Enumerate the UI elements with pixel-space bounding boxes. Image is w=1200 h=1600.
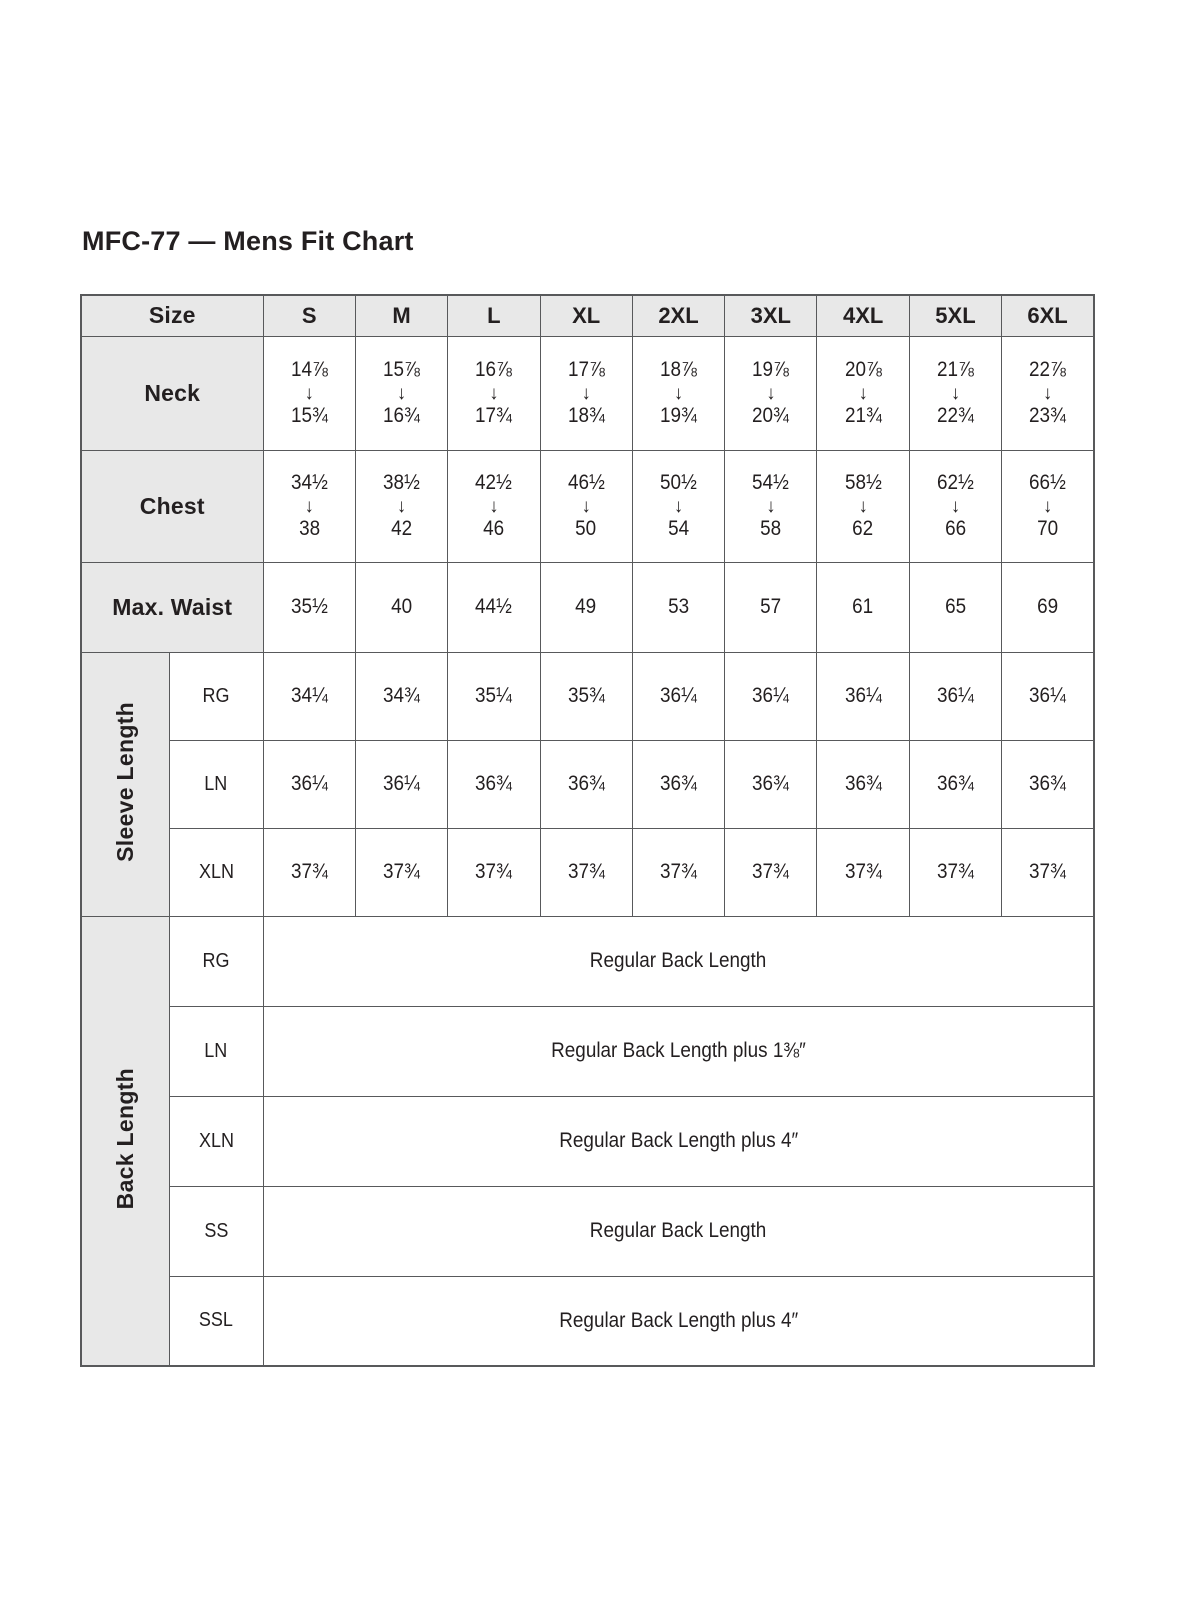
- max-waist-cell: [355, 562, 447, 652]
- sleeve-value: 36¼: [937, 684, 974, 707]
- sleeve-value: 37¾: [844, 860, 882, 883]
- sleeve-value: 35¾: [567, 684, 605, 707]
- sleeve-xln-cell: [1002, 828, 1094, 916]
- neck-range-cell: [1002, 336, 1094, 450]
- range-min: 50½: [660, 471, 697, 495]
- down-arrow-icon: ↓: [950, 382, 961, 404]
- sleeve-rg-cell: [448, 652, 540, 740]
- sleeve-ln-cell: [263, 740, 355, 828]
- max-waist-value: 53: [667, 595, 690, 618]
- down-arrow-icon: ↓: [396, 382, 407, 404]
- down-arrow-icon: ↓: [858, 495, 868, 517]
- back-length-description: Regular Back Length plus 1⅜″: [550, 1039, 806, 1062]
- sleeve-value: 37¾: [567, 860, 605, 883]
- size-col-header-3xl: 3XL: [725, 295, 817, 336]
- back-rg-label: RG: [169, 916, 263, 1006]
- back-length-description: Regular Back Length plus 4″: [558, 1129, 798, 1152]
- sleeve-length-section-label-cell: [81, 652, 169, 916]
- range-min: 21⅞: [937, 358, 974, 382]
- size-col-header-5xl: 5XL: [909, 295, 1001, 336]
- sleeve-value: 35¼: [475, 684, 513, 707]
- max-waist-value: 61: [852, 595, 874, 618]
- sleeve-ln-cell: [355, 740, 447, 828]
- neck-range-cell: [632, 336, 724, 450]
- max-waist-value: 35½: [290, 595, 328, 618]
- sleeve-value: 36¾: [660, 772, 697, 795]
- sleeve-xln-cell: [725, 828, 817, 916]
- back-xln-row: [81, 1096, 1094, 1186]
- down-arrow-icon: ↓: [304, 495, 314, 517]
- chest-row-label: Chest: [81, 450, 263, 562]
- range-max: 16¾: [383, 403, 420, 427]
- down-arrow-icon: ↓: [581, 495, 591, 517]
- sleeve-value: 36¼: [290, 772, 328, 795]
- sleeve-value: 37¾: [475, 860, 513, 883]
- sleeve-value: 36¼: [1029, 684, 1066, 707]
- sleeve-rg-cell: [725, 652, 817, 740]
- sleeve-xln-label: XLN: [169, 828, 263, 916]
- back-rg-row: [81, 916, 1094, 1006]
- chest-range-cell: [355, 450, 447, 562]
- back-ln-row: [81, 1006, 1094, 1096]
- back-length-description: Regular Back Length plus 4″: [558, 1308, 798, 1332]
- chest-range-cell: [1002, 450, 1094, 562]
- range-min: 20⅞: [844, 358, 882, 382]
- range-max: 23¾: [1029, 403, 1066, 427]
- down-arrow-icon: ↓: [304, 382, 314, 404]
- range-min: 66½: [1029, 471, 1066, 495]
- range-min: 17⅞: [567, 358, 605, 382]
- sleeve-value: 34¼: [290, 684, 328, 707]
- sleeve-value: 37¾: [937, 860, 974, 883]
- sleeve-rg-cell: [632, 652, 724, 740]
- neck-range-cell: [817, 336, 909, 450]
- sleeve-value: 37¾: [1029, 860, 1066, 883]
- range-min: 14⅞: [290, 358, 328, 382]
- max-waist-cell: [263, 562, 355, 652]
- range-min: 19⅞: [752, 358, 790, 382]
- range-max: 20¾: [752, 403, 790, 427]
- range-max: 38: [298, 516, 320, 540]
- max-waist-value: 65: [944, 595, 966, 618]
- chest-range-cell: [448, 450, 540, 562]
- size-col-header-s: S: [263, 295, 355, 336]
- sleeve-length-section-label: Sleeve Length: [111, 701, 138, 862]
- range-min: 16⅞: [475, 358, 513, 382]
- sleeve-rg-row: [81, 652, 1094, 740]
- size-col-header-4xl: 4XL: [817, 295, 909, 336]
- sleeve-xln-cell: [817, 828, 909, 916]
- down-arrow-icon: ↓: [673, 495, 684, 517]
- range-max: 22¾: [937, 403, 974, 427]
- size-col-header-m: M: [355, 295, 447, 336]
- max-waist-value: 57: [760, 595, 782, 618]
- neck-row: [81, 336, 1094, 450]
- neck-range-cell: [540, 336, 632, 450]
- range-min: 15⅞: [383, 358, 420, 382]
- range-min: 22⅞: [1029, 358, 1066, 382]
- down-arrow-icon: ↓: [766, 495, 776, 517]
- sleeve-rg-cell: [817, 652, 909, 740]
- sleeve-ln-cell: [1002, 740, 1094, 828]
- sleeve-xln-cell: [448, 828, 540, 916]
- range-max: 70: [1037, 516, 1059, 540]
- neck-range-cell: [448, 336, 540, 450]
- max-waist-cell: [448, 562, 540, 652]
- sleeve-value: 37¾: [752, 860, 790, 883]
- back-ln-label: LN: [169, 1006, 263, 1096]
- sleeve-rg-cell: [355, 652, 447, 740]
- back-xln-label: XLN: [169, 1096, 263, 1186]
- chest-range-cell: [540, 450, 632, 562]
- range-max: 62: [852, 516, 874, 540]
- max-waist-row: [81, 562, 1094, 652]
- chest-range-cell: [263, 450, 355, 562]
- range-max: 15¾: [290, 403, 328, 427]
- range-max: 46: [483, 516, 505, 540]
- down-arrow-icon: ↓: [396, 495, 407, 517]
- back-length-description: Regular Back Length: [589, 949, 767, 972]
- down-arrow-icon: ↓: [489, 382, 499, 404]
- chest-range-cell: [817, 450, 909, 562]
- back-ss-label: SS: [169, 1186, 263, 1276]
- sleeve-ln-cell: [725, 740, 817, 828]
- down-arrow-icon: ↓: [1042, 495, 1053, 517]
- back-ln-description-cell: [263, 1006, 1094, 1096]
- sleeve-value: 37¾: [660, 860, 697, 883]
- max-waist-cell: [1002, 562, 1094, 652]
- range-max: 42: [390, 516, 413, 540]
- max-waist-cell: [817, 562, 909, 652]
- size-col-header-xl: XL: [540, 295, 632, 336]
- down-arrow-icon: ↓: [950, 495, 961, 517]
- sleeve-ln-cell: [448, 740, 540, 828]
- page-title: MFC-77 — Mens Fit Chart: [82, 226, 414, 256]
- down-arrow-icon: ↓: [489, 495, 499, 517]
- down-arrow-icon: ↓: [673, 382, 684, 404]
- neck-range-cell: [909, 336, 1001, 450]
- chest-range-cell: [909, 450, 1001, 562]
- header-row: [81, 295, 1094, 336]
- back-xln-description-cell: [263, 1096, 1094, 1186]
- back-length-section-label-cell: [81, 916, 169, 1366]
- fit-chart-table: [80, 294, 1095, 1367]
- range-min: 58½: [844, 471, 882, 495]
- range-max: 18¾: [567, 403, 605, 427]
- max-waist-value: 44½: [475, 595, 513, 618]
- range-min: 38½: [383, 471, 420, 495]
- sleeve-value: 36¼: [383, 772, 420, 795]
- range-max: 58: [760, 516, 782, 540]
- back-ssl-row: [81, 1276, 1094, 1366]
- neck-range-cell: [725, 336, 817, 450]
- range-max: 54: [667, 516, 690, 540]
- sleeve-rg-cell: [540, 652, 632, 740]
- range-max: 19¾: [660, 403, 697, 427]
- down-arrow-icon: ↓: [1042, 382, 1053, 404]
- range-min: 18⅞: [660, 358, 697, 382]
- range-max: 66: [944, 516, 966, 540]
- sleeve-value: 34¾: [383, 684, 420, 707]
- chest-range-cell: [632, 450, 724, 562]
- max-waist-cell: [632, 562, 724, 652]
- sleeve-value: 36¾: [1029, 772, 1066, 795]
- max-waist-cell: [725, 562, 817, 652]
- sleeve-value: 36¾: [475, 772, 513, 795]
- sleeve-rg-cell: [909, 652, 1001, 740]
- range-min: 54½: [752, 471, 790, 495]
- back-ssl-description-cell: [263, 1276, 1094, 1366]
- down-arrow-icon: ↓: [858, 382, 868, 404]
- max-waist-row-label: Max. Waist: [81, 562, 263, 652]
- sleeve-ln-cell: [540, 740, 632, 828]
- sleeve-xln-cell: [632, 828, 724, 916]
- max-waist-value: 69: [1037, 595, 1059, 618]
- sleeve-value: 37¾: [383, 860, 420, 883]
- back-ss-description-cell: [263, 1186, 1094, 1276]
- back-length-description: Regular Back Length: [589, 1219, 767, 1242]
- back-rg-description-cell: [263, 916, 1094, 1006]
- sleeve-rg-cell: [263, 652, 355, 740]
- sleeve-value: 36¼: [752, 684, 790, 707]
- range-max: 50: [575, 516, 597, 540]
- sleeve-rg-label: RG: [169, 652, 263, 740]
- neck-range-cell: [355, 336, 447, 450]
- size-header-label: Size: [81, 295, 263, 336]
- sleeve-rg-cell: [1002, 652, 1094, 740]
- sleeve-xln-cell: [263, 828, 355, 916]
- neck-row-label: Neck: [81, 336, 263, 450]
- neck-range-cell: [263, 336, 355, 450]
- max-waist-cell: [909, 562, 1001, 652]
- range-max: 21¾: [844, 403, 882, 427]
- back-ss-row: [81, 1186, 1094, 1276]
- range-min: 62½: [937, 471, 974, 495]
- sleeve-value: 36¾: [567, 772, 605, 795]
- sleeve-ln-cell: [632, 740, 724, 828]
- sleeve-xln-cell: [540, 828, 632, 916]
- sleeve-ln-label: LN: [169, 740, 263, 828]
- size-col-header-6xl: 6XL: [1002, 295, 1094, 336]
- size-col-header-2xl: 2XL: [632, 295, 724, 336]
- sleeve-value: 36¾: [752, 772, 790, 795]
- range-min: 34½: [290, 471, 328, 495]
- sleeve-ln-cell: [909, 740, 1001, 828]
- sleeve-value: 36¼: [844, 684, 882, 707]
- sleeve-xln-cell: [909, 828, 1001, 916]
- size-col-header-l: L: [448, 295, 540, 336]
- down-arrow-icon: ↓: [766, 382, 776, 404]
- max-waist-value: 40: [390, 595, 413, 618]
- back-ssl-label: SSL: [169, 1276, 263, 1366]
- sleeve-xln-row: [81, 828, 1094, 916]
- range-min: 46½: [567, 471, 605, 495]
- range-min: 42½: [475, 471, 513, 495]
- down-arrow-icon: ↓: [581, 382, 591, 404]
- sleeve-xln-cell: [355, 828, 447, 916]
- chest-row: [81, 450, 1094, 562]
- sleeve-value: 37¾: [290, 860, 328, 883]
- range-max: 17¾: [475, 403, 513, 427]
- sleeve-value: 36¼: [660, 684, 697, 707]
- back-length-section-label: Back Length: [111, 1067, 138, 1209]
- max-waist-cell: [540, 562, 632, 652]
- sleeve-ln-cell: [817, 740, 909, 828]
- max-waist-value: 49: [575, 595, 597, 618]
- sleeve-ln-row: [81, 740, 1094, 828]
- sleeve-value: 36¾: [844, 772, 882, 795]
- sleeve-value: 36¾: [937, 772, 974, 795]
- chest-range-cell: [725, 450, 817, 562]
